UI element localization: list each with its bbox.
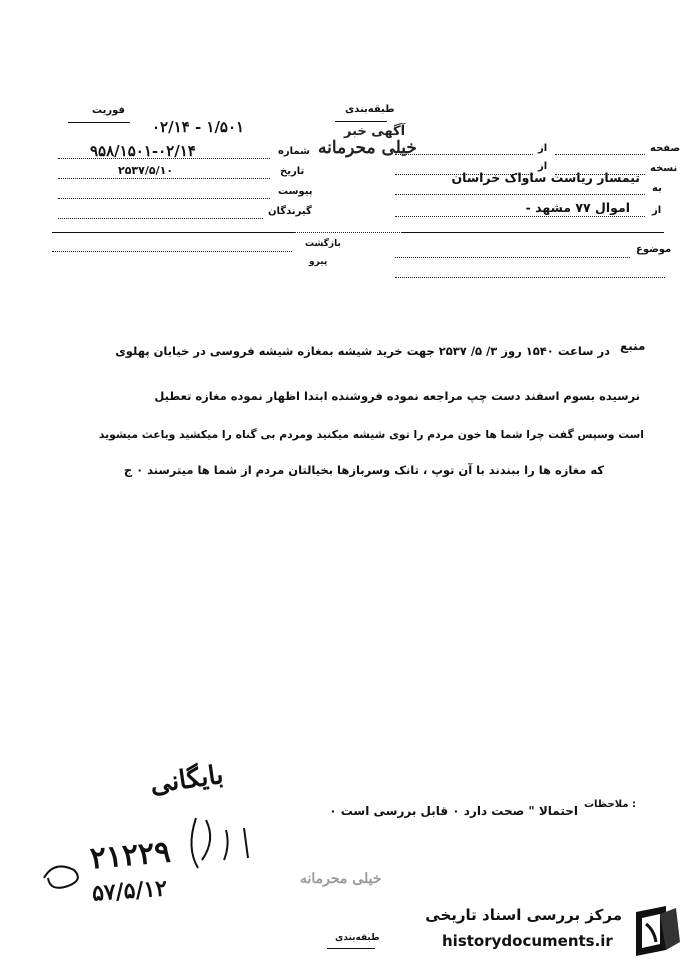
handwritten-date: ۵۷/۵/۱۲ xyxy=(91,875,168,907)
field-page-from: از xyxy=(538,143,548,154)
field-page-line-a xyxy=(555,154,645,155)
field-number-value: ۹۵۸/۱۵۰۱-۰۲/۱۴ xyxy=(90,142,196,160)
field-page-line-b xyxy=(395,154,533,155)
subject-line xyxy=(395,257,630,258)
field-to-line xyxy=(395,194,645,195)
body-line-3: است وسپس گفت چرا شما ها خون مردم را توی شیشه میکنید ومردم بی گناه را میکشید وباعث میشوید xyxy=(98,428,644,441)
field-date-label: تاریخ xyxy=(280,166,305,177)
field-attachment-line xyxy=(58,198,270,199)
watermark-url: historydocuments.ir xyxy=(442,932,613,950)
followup-label: پیرو xyxy=(309,257,328,267)
handwritten-code: ۲۱۲۲۹ xyxy=(88,834,172,877)
reply-label: بازگشت xyxy=(305,239,341,249)
body-line-1: در ساعت ۱۵۴۰ روز ۳/ ۵/ ۲۵۳۷ جهت خرید شیشه بمغازه شیشه فروسی در خیابان پهلوی xyxy=(115,344,610,358)
remarks-text: احتمالا " صحت دارد ۰ قابل بررسی است ۰ xyxy=(329,804,578,818)
footer-secret-stamp: خیلی محرمانه xyxy=(300,871,382,887)
header-divider-left xyxy=(52,232,294,233)
field-attachment-label: پیوست xyxy=(278,186,313,197)
header-divider-right xyxy=(402,232,664,233)
source-label: منبع xyxy=(620,339,646,353)
classification-label: طبقه‌بندی xyxy=(345,104,395,115)
field-copy-label: نسخه xyxy=(650,163,678,174)
body-line-4: که مغازه ها را ببندند با آن توپ ، تانک وسربازها بخیالتان مردم از شما ها میترسند ۰ ج xyxy=(123,463,604,477)
remarks-label: ملاحظات : xyxy=(584,799,637,810)
field-page-label: صفحه xyxy=(650,143,681,154)
field-copy-from: از xyxy=(538,161,548,172)
classification-stamp: آگهی خبر xyxy=(344,124,406,139)
field-recipients-line xyxy=(58,218,263,219)
watermark-title: مرکز بررسی اسناد تاریخی xyxy=(425,906,622,924)
handwritten-initials: بایگانی xyxy=(148,760,226,800)
field-date-value: ۲۵۳۷/۵/۱۰ xyxy=(118,164,174,177)
field-to-label: به xyxy=(652,183,662,194)
handwritten-reference: ۱/۵۰۱ - ۰۲/۱۴ xyxy=(152,118,245,136)
subject-line-3 xyxy=(395,277,665,278)
urgency-label: فوریت xyxy=(92,105,125,116)
field-date-line xyxy=(58,178,270,179)
field-to-value: تیمسار ریاست ساواک خراسان xyxy=(451,170,640,185)
field-number-label: شماره xyxy=(278,146,310,157)
footer-classification-underline xyxy=(327,948,375,949)
subject-label: موضوع xyxy=(636,244,672,255)
field-from-value: اموال ۷۷ مشهد - xyxy=(525,200,630,215)
secret-stamp: خیلی محرمانه xyxy=(318,138,417,158)
urgency-underline xyxy=(68,122,130,123)
header-divider-mid xyxy=(294,232,402,233)
footer-classification-label: طبقه‌بندی xyxy=(335,933,380,943)
field-from-line xyxy=(395,216,645,217)
body-line-2: نرسیده بسوم اسفند دست چپ مراجعه نموده فروشنده ابتدا اظهار نموده مغازه تعطیل xyxy=(154,389,640,403)
field-recipients-label: گیرندگان xyxy=(268,206,312,217)
subject-line-2 xyxy=(52,251,292,252)
classification-underline xyxy=(335,121,387,122)
field-from-label: از xyxy=(652,205,662,216)
watermark-logo-icon xyxy=(630,902,684,958)
